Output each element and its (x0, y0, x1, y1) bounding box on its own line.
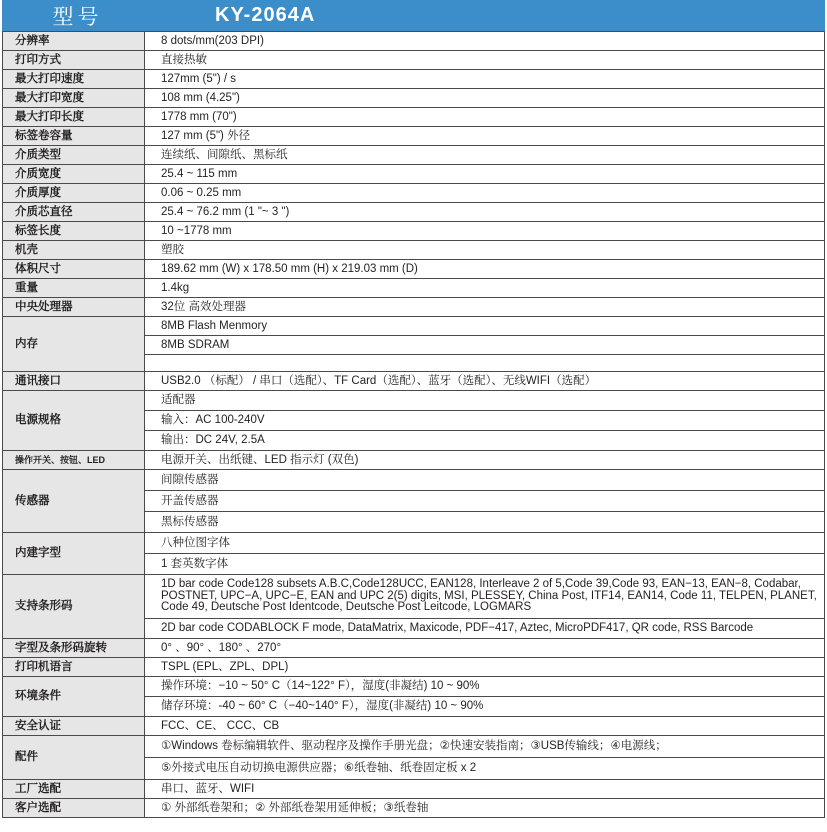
barcode-row (3, 575, 825, 619)
environment-label: 环境条件 (3, 677, 145, 717)
row-label: 最大打印长度 (3, 108, 145, 127)
table-row (3, 799, 825, 818)
power-input: 输入：AC 100-240V (145, 411, 825, 431)
row-value: 32位 高效处理器 (145, 298, 825, 317)
table-row (3, 372, 825, 391)
row-label: 标签卷容量 (3, 127, 145, 146)
sensor-blackmark: 黑标传感器 (145, 512, 825, 533)
accessories-line-2: ⑤外接式电压自动切换电源供应器；⑥纸卷轴、纸卷固定板 x 2 (145, 758, 825, 780)
table-row (3, 658, 825, 677)
row-label: 机壳 (3, 241, 145, 260)
row-label: 介质芯直径 (3, 203, 145, 222)
table-row (3, 203, 825, 222)
sensors-label: 传感器 (3, 470, 145, 533)
table-row (3, 108, 825, 127)
font-row (3, 533, 825, 554)
table-row (3, 89, 825, 108)
row-value: 108 mm (4.25") (145, 89, 825, 108)
table-row (3, 127, 825, 146)
environment-row (3, 677, 825, 697)
barcode-2d: 2D bar code CODABLOCK F mode, DataMatrix, Maxicode, PDF−417, Aztec, MicroPDF417, QR code, RSS Barcode (145, 619, 825, 639)
row-label: 最大打印速度 (3, 70, 145, 89)
table-row (3, 780, 825, 799)
table-row (3, 279, 825, 298)
rotation-value: 0° 、90° 、180° 、270° (145, 639, 825, 658)
power-label: 电源规格 (3, 391, 145, 451)
row-label: 打印方式 (3, 51, 145, 70)
controls-label: 操作开关、按钮、LED (3, 451, 145, 470)
sensor-gap: 间隙传感器 (145, 470, 825, 491)
sensor-cover: 开盖传感器 (145, 491, 825, 512)
row-label: 介质类型 (3, 146, 145, 165)
table-row (3, 70, 825, 89)
table-row (3, 639, 825, 658)
controls-value: 电源开关、出纸键、LED 指示灯 (双色) (145, 451, 825, 470)
sensor-row (3, 470, 825, 491)
table-row (3, 32, 825, 51)
model-value: KY-2064A (215, 4, 316, 26)
power-row (3, 391, 825, 411)
table-row (3, 717, 825, 736)
safety-value: FCC、CE、 CCC、CB (145, 717, 825, 736)
interface-label: 通讯接口 (3, 372, 145, 391)
accessories-line-1: ①Windows 卷标编辑软件、驱动程序及操作手册光盘；②快速安装指南；③USB传输线；④电源线； (145, 736, 825, 758)
row-value: 1778 mm (70") (145, 108, 825, 127)
environment-storage: 储存环境：-40 ~ 60° C（−40~140° F），湿度(非凝结) 10 ~ 90% (145, 697, 825, 717)
table-row (3, 260, 825, 279)
barcode-1d: 1D bar code Code128 subsets A.B.C,Code128UCC, EAN128, Interleave 2 of 5,Code 39,Code 93, EAN−13, EAN−8, Codabar, POSTNET, UPC−A, UPC−E, EAN and UPC 2(5) digits, MSI, PLESSEY, China Post, ITF14, EAN14, Code 11, TELPEN, PLANET, Code 49, Deutsche Post Identcode, Deutsche Post Leitcode, LOGMARS (145, 575, 825, 619)
power-adapter: 适配器 (145, 391, 825, 411)
row-value: 10 ~1778 mm (145, 222, 825, 241)
model-label: 型号 (52, 5, 103, 29)
accessories-label: 配件 (3, 736, 145, 780)
font-bitmap: 八种位图字体 (145, 533, 825, 554)
environment-operating: 操作环境：−10 ~ 50° C（14~122° F），湿度(非凝结) 10 ~ 90% (145, 677, 825, 697)
memory-sdram: 8MB SDRAM (145, 336, 825, 355)
interface-value: USB2.0 （标配） / 串口（选配）、TF Card（选配）、蓝牙（选配）、无线WIFI（选配） (145, 372, 825, 391)
row-value: 189.62 mm (W) x 178.50 mm (H) x 219.03 mm (D) (145, 260, 825, 279)
fonts-label: 内建字型 (3, 533, 145, 575)
table-row (3, 298, 825, 317)
row-value: 127mm (5") / s (145, 70, 825, 89)
table-row (3, 451, 825, 470)
row-label: 重量 (3, 279, 145, 298)
row-value: 直接热敏 (145, 51, 825, 70)
row-value: 127 mm (5") 外径 (145, 127, 825, 146)
spec-table (2, 31, 825, 818)
row-label: 介质厚度 (3, 184, 145, 203)
factory-options-label: 工厂选配 (3, 780, 145, 799)
row-label: 标签长度 (3, 222, 145, 241)
row-label: 体积尺寸 (3, 260, 145, 279)
row-value: 25.4 ~ 76.2 mm (1 "~ 3 ") (145, 203, 825, 222)
row-label: 最大打印宽度 (3, 89, 145, 108)
language-value: TSPL (EPL、ZPL、DPL) (145, 658, 825, 677)
table-row (3, 222, 825, 241)
language-label: 打印机语言 (3, 658, 145, 677)
font-alnum: 1 套英数字体 (145, 554, 825, 575)
spec-sheet (2, 0, 825, 818)
table-row (3, 146, 825, 165)
header-row (2, 0, 825, 31)
row-label: 中央处理器 (3, 298, 145, 317)
row-label: 介质宽度 (3, 165, 145, 184)
row-value: 塑胶 (145, 241, 825, 260)
row-value: 1.4kg (145, 279, 825, 298)
row-value: 连续纸、间隙纸、黑标纸 (145, 146, 825, 165)
power-output: 输出：DC 24V, 2.5A (145, 431, 825, 451)
table-row (3, 184, 825, 203)
row-value: 8 dots/mm(203 DPI) (145, 32, 825, 51)
table-row (3, 165, 825, 184)
customer-options-value: ① 外部纸卷架和；② 外部纸卷架用延伸板；③纸卷轴 (145, 799, 825, 818)
memory-row (3, 317, 825, 336)
customer-options-label: 客户选配 (3, 799, 145, 818)
memory-empty (145, 355, 825, 372)
memory-label: 内存 (3, 317, 145, 372)
rotation-label: 字型及条形码旋转 (3, 639, 145, 658)
table-row (3, 241, 825, 260)
table-row (3, 51, 825, 70)
memory-flash: 8MB Flash Menmory (145, 317, 825, 336)
row-value: 25.4 ~ 115 mm (145, 165, 825, 184)
factory-options-value: 串口、蓝牙、WIFI (145, 780, 825, 799)
barcodes-label: 支持条形码 (3, 575, 145, 639)
row-label: 分辨率 (3, 32, 145, 51)
safety-label: 安全认证 (3, 717, 145, 736)
accessory-row (3, 736, 825, 758)
row-value: 0.06 ~ 0.25 mm (145, 184, 825, 203)
